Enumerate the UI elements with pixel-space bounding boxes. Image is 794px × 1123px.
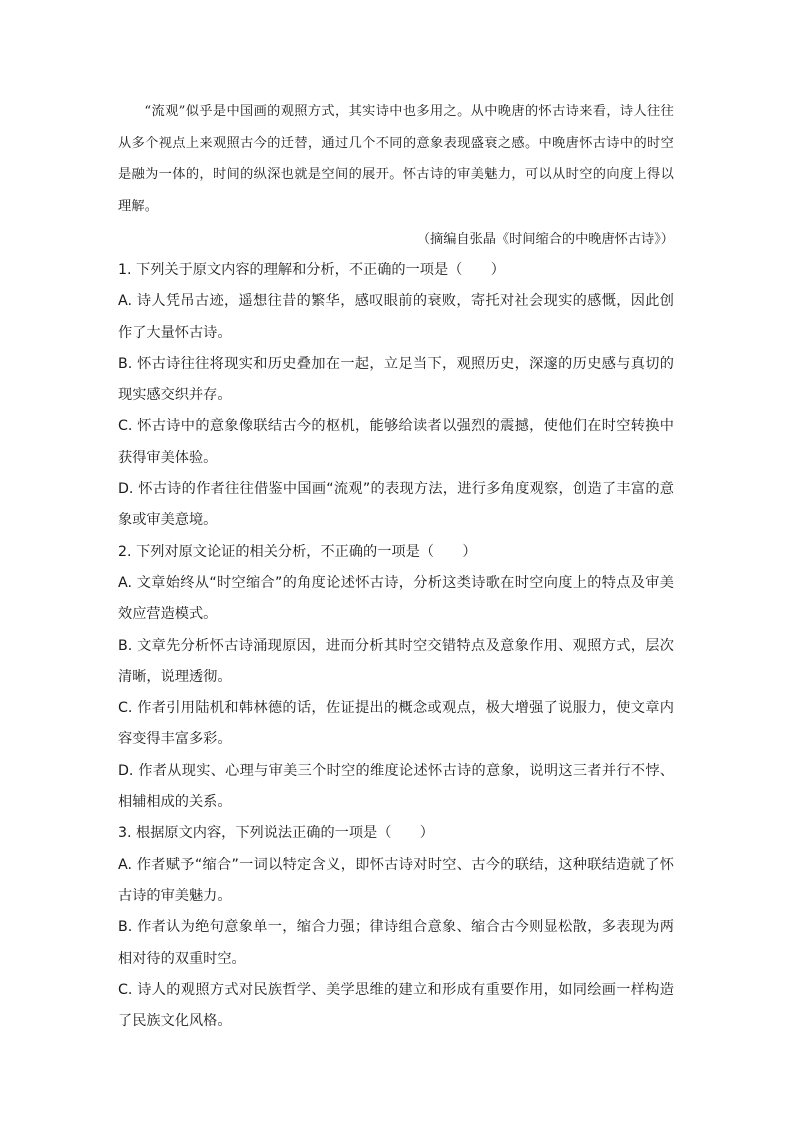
- option-d: D. 作者从现实、心理与审美三个时空的维度论述怀古诗的意象，说明这三者并行不悖、相辅相成的关系。: [118, 762, 674, 811]
- option-a: A. 作者赋予“缩合”一词以特定含义，即怀古诗对时空、古今的联结，这种联结造就了怀古诗的审美魅力。: [118, 856, 674, 904]
- option-a: A. 文章始终从“时空缩合”的角度论述怀古诗，分析这类诗歌在时空向度上的特点及审美效应营造模式。: [118, 574, 674, 623]
- passage-paragraph: “流观”似乎是中国画的观照方式，其实诗中也多用之。从中晚唐的怀古诗来看，诗人往往从多个视点上来观照古今的迁替，通过几个不同的意象表现盛衰之感。中晚唐怀古诗中的时空是融为一体的，时间的纵深也就是空间的展开。怀古诗的审美魅力，可以从时空的向度上得以理解。: [118, 104, 674, 214]
- option-a: A. 诗人凭吊古迹，遥想往昔的繁华，感叹眼前的衰败，寄托对社会现实的感慨，因此创作了大量怀古诗。: [118, 293, 674, 341]
- question-3: [118, 818, 674, 1037]
- option-d: D. 怀古诗的作者往往借鉴中国画“流观”的表现方法，进行多角度观察，创造了丰富的意象或审美意境。: [118, 481, 674, 529]
- option-b: B. 文章先分析怀古诗涌现原因，进而分析其时空交错特点及意象作用、观照方式，层次清晰，说理透彻。: [118, 637, 674, 685]
- option-c: C. 作者引用陆机和韩林德的话，佐证提出的概念或观点，极大增强了说服力，使文章内容变得丰富多彩。: [118, 700, 674, 748]
- option-b: B. 怀古诗往往将现实和历史叠加在一起，立足当下，观照历史，深邃的历史感与真切的现实感交织并存。: [118, 355, 674, 404]
- question-1: [118, 255, 674, 537]
- question-2: [118, 537, 674, 819]
- option-b: B. 作者认为绝句意象单一，缩合力强；律诗组合意象、缩合古今则显松散，多表现为两相对待的双重时空。: [118, 919, 674, 967]
- option-c: C. 怀古诗中的意象像联结古今的枢机，能够给读者以强烈的震撼，使他们在时空转换中获得审美体验。: [118, 418, 674, 466]
- question-stem: 3. 根据原文内容，下列说法正确的一项是（ ）: [118, 825, 434, 842]
- passage-source: （摘编自张晶《时间缩合的中晚唐怀古诗》）: [416, 232, 674, 247]
- option-c: C. 诗人的观照方式对民族哲学、美学思维的建立和形成有重要作用，如同绘画一样构造了民族文化风格。: [118, 981, 674, 1030]
- document-page: [118, 96, 674, 1037]
- question-stem: 2. 下列对原文论证的相关分析，不正确的一项是（ ）: [118, 543, 477, 560]
- question-stem: 1. 下列关于原文内容的理解和分析，不正确的一项是（ ）: [118, 262, 505, 278]
